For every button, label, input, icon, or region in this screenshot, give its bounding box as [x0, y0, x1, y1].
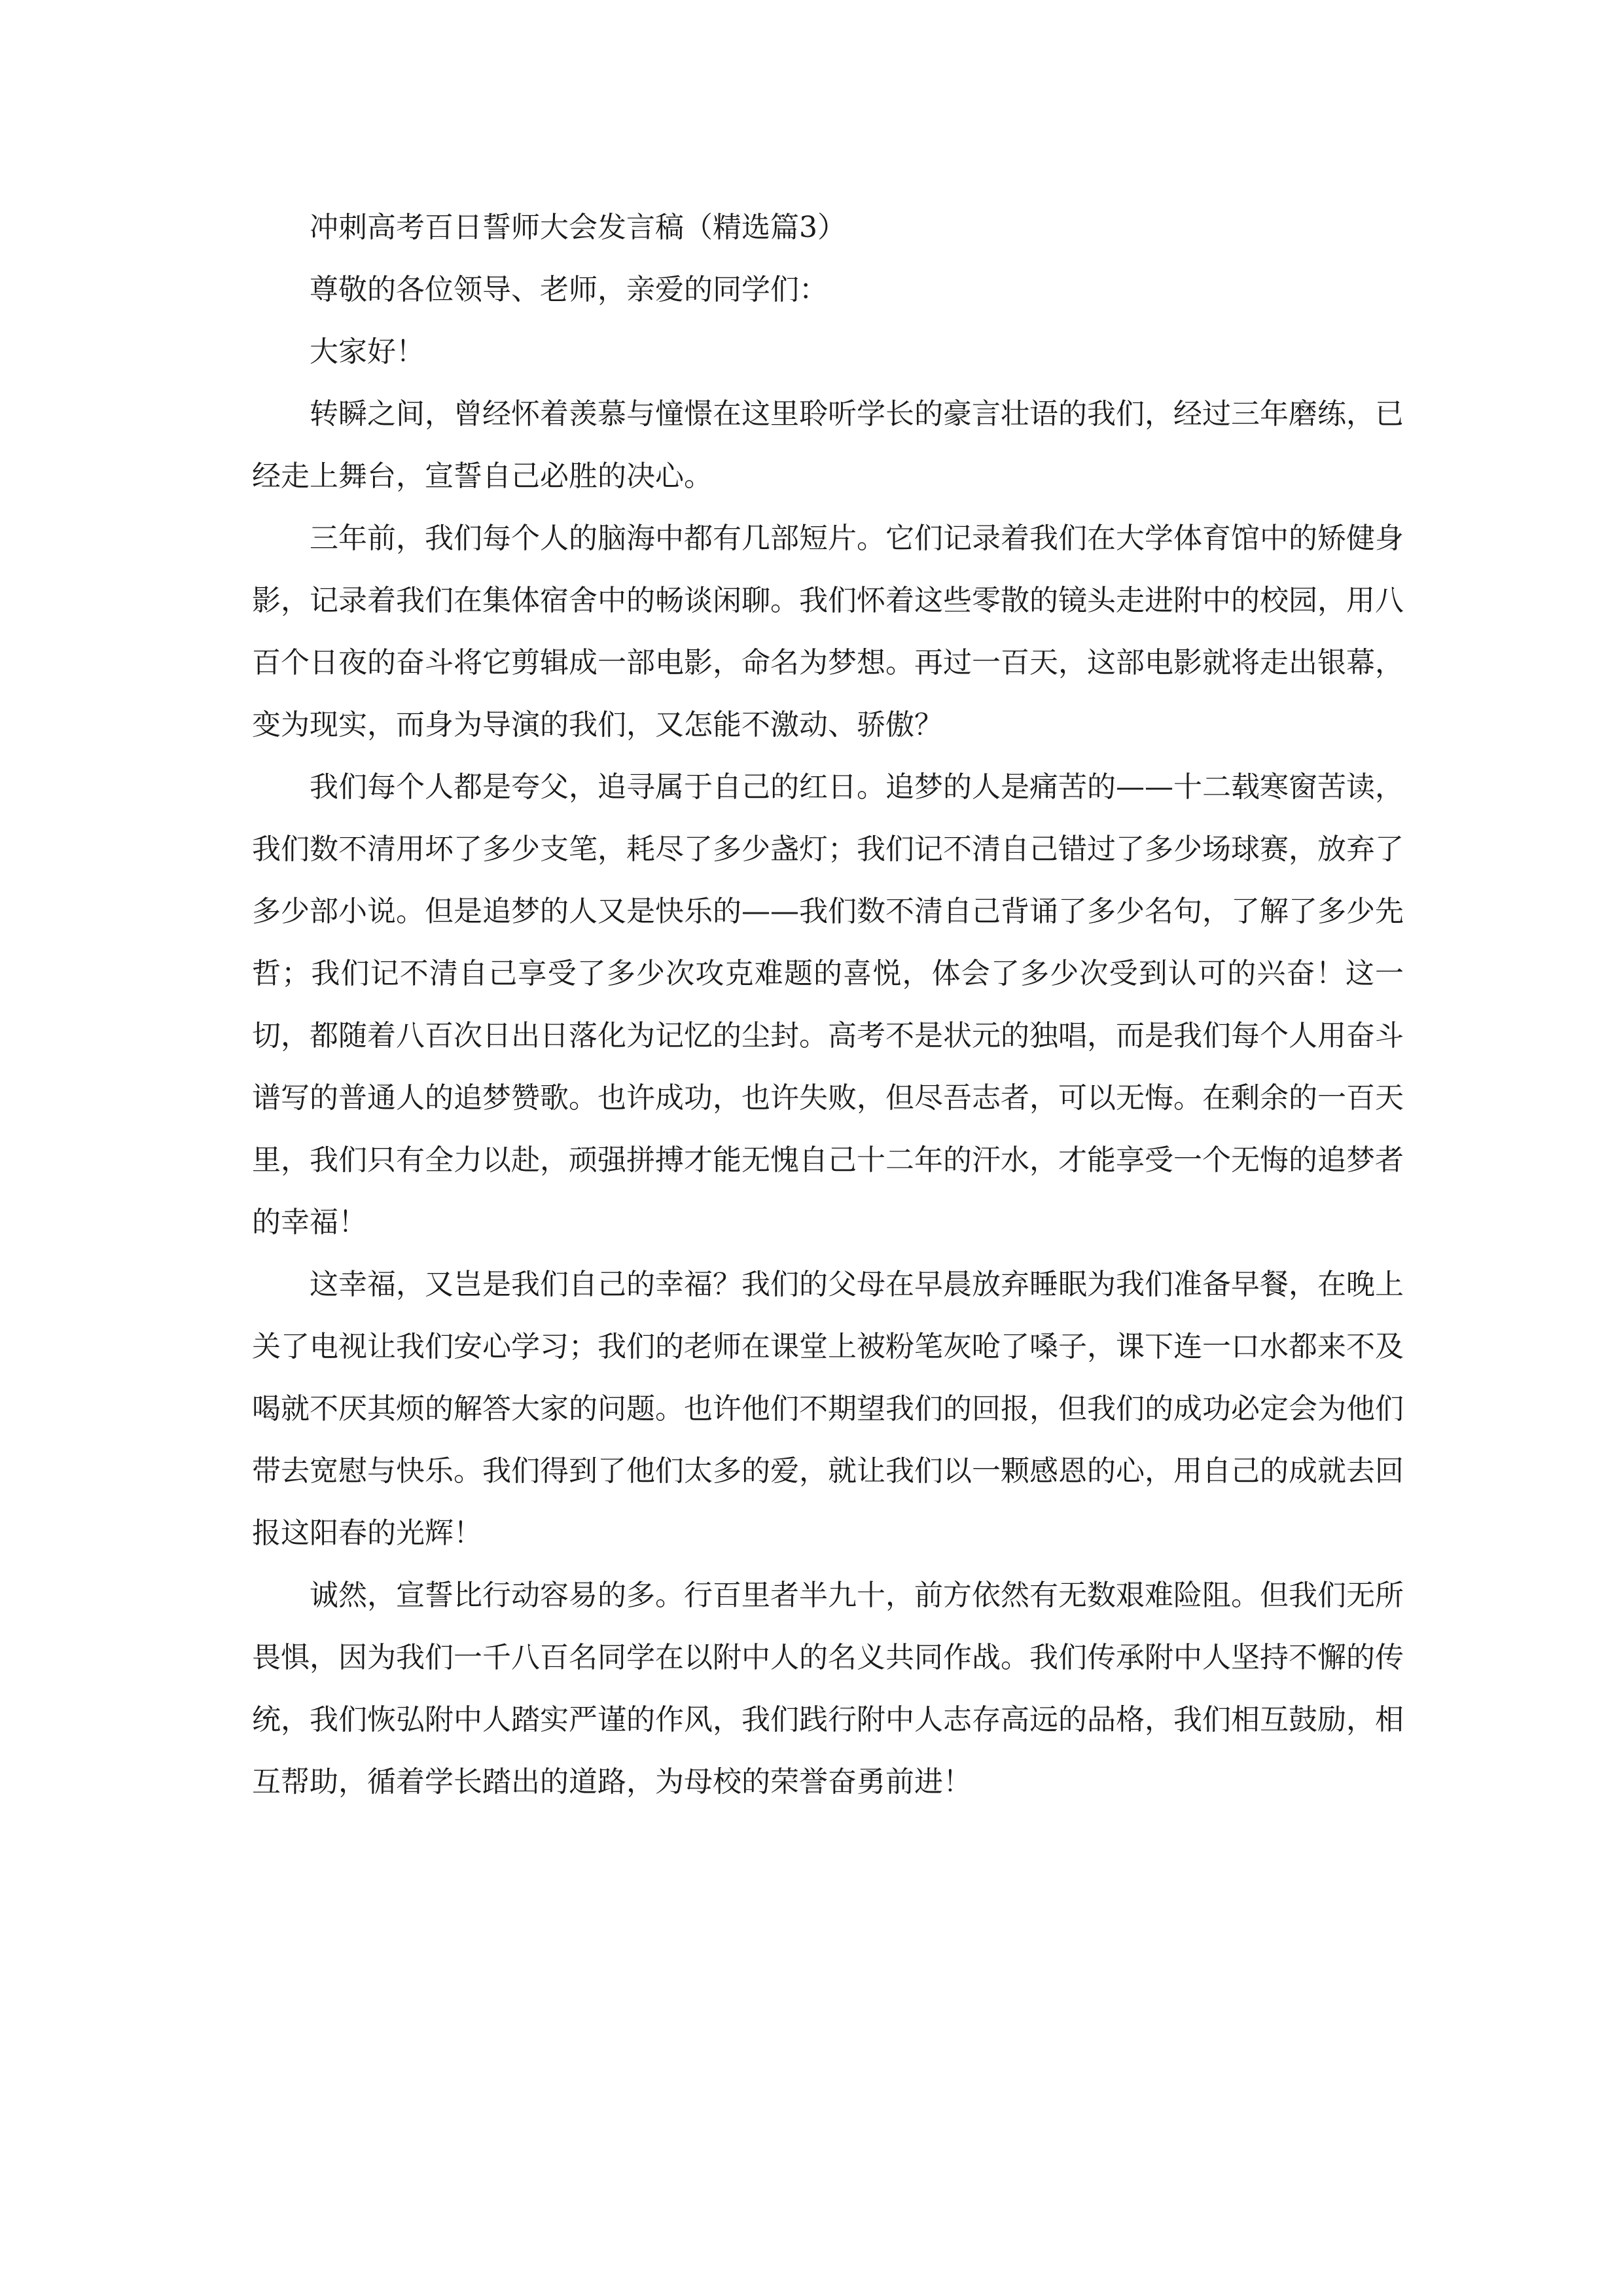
paragraph-5: 诚然，宣誓比行动容易的多。行百里者半九十，前方依然有无数艰难险阻。但我们无所畏惧，因为我们一千八百名同学在以附中人的名义共同作战。我们传承附中人坚持不懈的传统，我们恢弘附中人踏实严谨的作风，我们践行附中人志存高远的品格，我们相互鼓励，相互帮助，循着学长踏出的道路，为母校的荣誉奋勇前进！ — [252, 1579, 1404, 1799]
paragraph-2: 三年前，我们每个人的脑海中都有几部短片。它们记录着我们在大学体育馆中的矫健身影，记录着我们在集体宿舍中的畅谈闲聊。我们怀着这些零散的镜头走进附中的校园，用八百个日夜的奋斗将它剪辑成一部电影，命名为梦想。再过一百天，这部电影就将走出银幕，变为现实，而身为导演的我们，又怎能不激动、骄傲？ — [252, 522, 1404, 742]
greeting-line: 尊敬的各位领导、老师，亲爱的同学们： — [310, 273, 828, 306]
hello-line: 大家好！ — [310, 335, 425, 368]
document-body — [252, 196, 1404, 1813]
paragraph-1: 转瞬之间，曾经怀着羡慕与憧憬在这里聆听学长的豪言壮语的我们，经过三年磨练，已经走上舞台，宣誓自己必胜的决心。 — [252, 397, 1404, 493]
paragraph-4: 这幸福，又岂是我们自己的幸福？我们的父母在早晨放弃睡眠为我们准备早餐，在晚上关了电视让我们安心学习；我们的老师在课堂上被粉笔灰呛了嗓子，课下连一口水都来不及喝就不厌其烦的解答大家的问题。也许他们不期望我们的回报，但我们的成功必定会为他们带去宽慰与快乐。我们得到了他们太多的爱，就让我们以一颗感恩的心，用自己的成就去回报这阳春的光辉！ — [252, 1268, 1404, 1550]
document-title: 冲刺高考百日誓师大会发言稿（精选篇3） — [310, 211, 846, 244]
paragraph-3: 我们每个人都是夸父，追寻属于自己的红日。追梦的人是痛苦的——十二载寒窗苦读，我们数不清用坏了多少支笔，耗尽了多少盏灯；我们记不清自己错过了多少场球赛，放弃了多少部小说。但是追梦的人又是快乐的——我们数不清自己背诵了多少名句，了解了多少先哲；我们记不清自己享受了多少次攻克难题的喜悦，体会了多少次受到认可的兴奋！这一切，都随着八百次日出日落化为记忆的尘封。高考不是状元的独唱，而是我们每个人用奋斗谱写的普通人的追梦赞歌。也许成功，也许失败，但尽吾志者，可以无悔。在剩余的一百天里，我们只有全力以赴，顽强拼搏才能无愧自己十二年的汗水，才能享受一个无悔的追梦者的幸福！ — [252, 770, 1404, 1239]
